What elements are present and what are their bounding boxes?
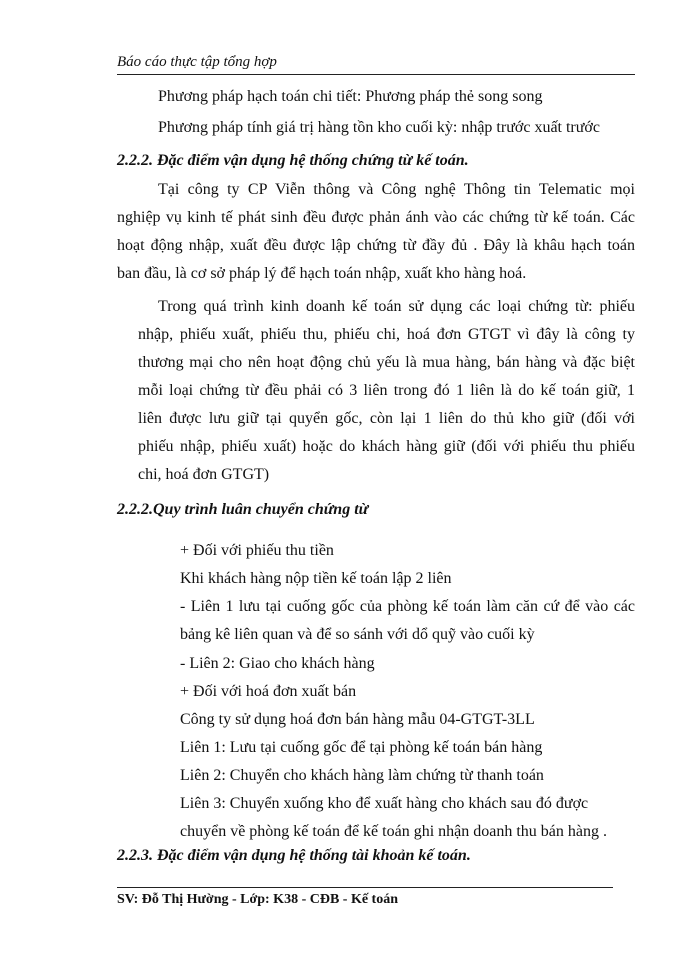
para2-line-3: thương mại cho nên hoạt động chủ yếu là mua hàng, bán hàng và đặc biệt xyxy=(138,354,635,371)
process-line-6: + Đối với hoá đơn xuất bán xyxy=(180,683,357,700)
process-line-2: Khi khách hàng nộp tiền kế toán lập 2 liên xyxy=(180,570,452,587)
section-3-heading: 2.2.3. Đặc điểm vận dụng hệ thống tài khoản kế toán. xyxy=(117,847,471,864)
page-header xyxy=(117,52,635,75)
para2-line-5: liên được lưu giữ tại quyển gốc, còn lại 1 liên do thủ kho giữ (đối với xyxy=(138,410,635,427)
para1-line-1: Tại công ty CP Viễn thông và Công nghệ Thông tin Telematic mọi xyxy=(158,181,635,198)
para1-line-4: ban đầu, là cơ sở pháp lý để hạch toán nhập, xuất kho hàng hoá. xyxy=(117,265,527,282)
para2-line-6: phiếu nhập, phiếu xuất) hoặc do khách hàng giữ (đối với phiếu thu phiếu xyxy=(138,438,635,455)
para1-line-2: nghiệp vụ kinh tế phát sinh đều được phản ánh vào các chứng từ kế toán. Các xyxy=(117,209,635,226)
section-2-heading: 2.2.2.Quy trình luân chuyển chứng từ xyxy=(117,501,369,518)
process-line-1: + Đối với phiếu thu tiền xyxy=(180,542,334,559)
process-line-3: - Liên 1 lưu tại cuống gốc của phòng kế toán làm căn cứ để vào các xyxy=(180,598,635,615)
process-line-7: Công ty sử dụng hoá đơn bán hàng mẫu 04-GTGT-3LL xyxy=(180,711,535,728)
process-line-11: chuyển về phòng kế toán để kế toán ghi nhận doanh thu bán hàng . xyxy=(180,823,607,840)
intro-line-1: Phương pháp hạch toán chi tiết: Phương pháp thẻ song song xyxy=(158,88,543,105)
para2-line-7: chi, hoá đơn GTGT) xyxy=(138,466,270,483)
intro-line-2: Phương pháp tính giá trị hàng tồn kho cuối kỳ: nhập trước xuất trước xyxy=(158,119,600,136)
para2-line-4: mỗi loại chứng từ đều phải có 3 liên trong đó 1 liên là do kế toán giữ, 1 xyxy=(138,382,635,399)
footer-text: SV: Đỗ Thị Hường - Lớp: K38 - CĐB - Kế toán xyxy=(117,892,398,907)
header-title: Báo cáo thực tập tổng hợp xyxy=(117,54,277,70)
para2-line-1: Trong quá trình kinh doanh kế toán sử dụng các loại chứng từ: phiếu xyxy=(158,298,635,315)
footer-rule xyxy=(117,887,613,888)
section-1-heading: 2.2.2. Đặc điểm vận dụng hệ thống chứng từ kế toán. xyxy=(117,152,469,169)
process-line-8: Liên 1: Lưu tại cuống gốc để tại phòng kế toán bán hàng xyxy=(180,739,543,756)
process-line-9: Liên 2: Chuyển cho khách hàng làm chứng từ thanh toán xyxy=(180,767,544,784)
process-line-4: bảng kê liên quan và để so sánh với dổ quỹ vào cuối kỳ xyxy=(180,626,535,643)
para1-line-3: hoạt động nhập, xuất đều được lập chứng từ đầy đủ . Đây là khâu hạch toán xyxy=(117,237,635,254)
process-line-10: Liên 3: Chuyển xuống kho để xuất hàng cho khách sau đó được xyxy=(180,795,589,812)
para2-line-2: nhập, phiếu xuất, phiếu thu, phiếu chi, hoá đơn GTGT vì đây là công ty xyxy=(138,326,635,343)
process-line-5: - Liên 2: Giao cho khách hàng xyxy=(180,655,375,672)
